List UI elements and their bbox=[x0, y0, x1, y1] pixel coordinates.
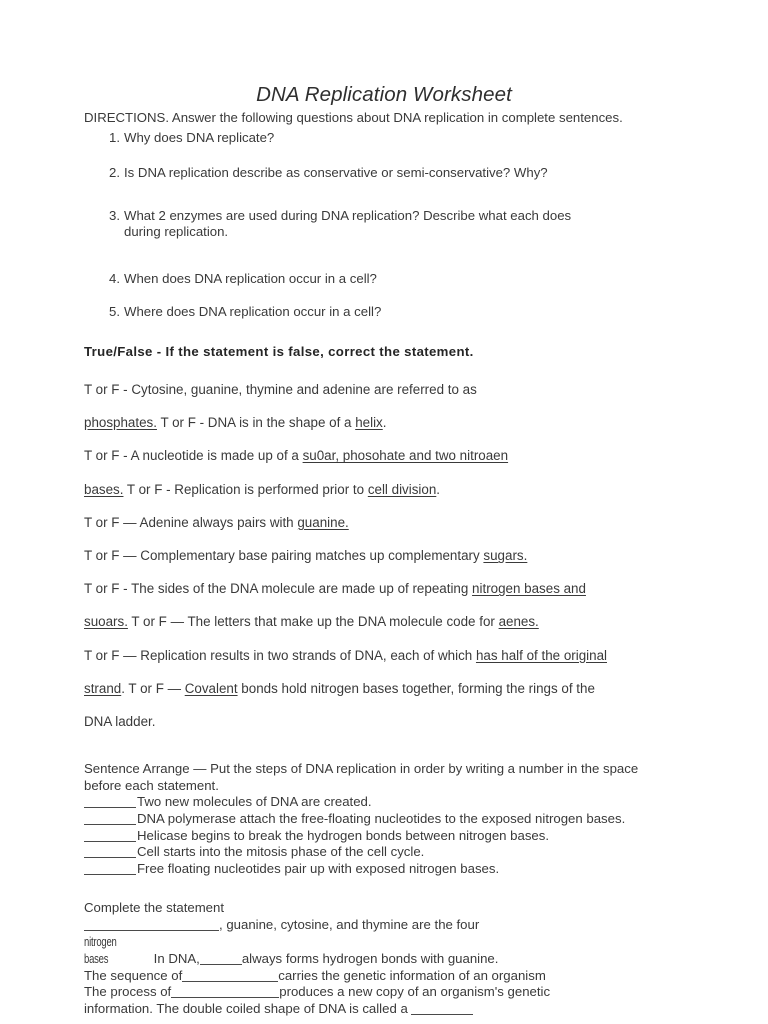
true-false-heading: True/False - If the statement is false, correct the statement. bbox=[84, 344, 474, 359]
question-item bbox=[124, 130, 708, 146]
complete-statement-text: In DNA, bbox=[150, 950, 200, 966]
tf-statement: T or F - A nucleotide is made up of a bbox=[84, 448, 303, 464]
question-text: Is DNA replication describe as conservative or semi-conservative? Why? bbox=[124, 165, 548, 180]
sentence-arrange-item bbox=[84, 828, 708, 845]
answer-blank[interactable] bbox=[411, 1014, 473, 1015]
sentence-arrange-section bbox=[84, 761, 708, 877]
sentence-arrange-item bbox=[84, 861, 708, 878]
squished-text-wrapper bbox=[84, 934, 150, 968]
tf-statement: bonds hold nitrogen bases together, forming the rings of the bbox=[237, 680, 595, 696]
question-text: Where does DNA replication occur in a cell? bbox=[124, 304, 382, 319]
tf-statement: . bbox=[436, 481, 441, 497]
answer-blank[interactable] bbox=[84, 807, 136, 808]
page-title: DNA Replication Worksheet bbox=[256, 83, 512, 106]
complete-statement-line bbox=[84, 934, 708, 968]
tf-underlined-answer: Covalent bbox=[184, 680, 238, 696]
sentence-arrange-item bbox=[84, 844, 708, 861]
tf-underlined-answer: the original bbox=[541, 647, 607, 663]
complete-statement-text: , guanine, cytosine, and thymine are the four bbox=[219, 917, 480, 933]
answer-blank[interactable] bbox=[182, 981, 278, 982]
tf-statement: T or F - Replication is performed prior to bbox=[123, 481, 368, 497]
tf-underlined-answer: phosphates. bbox=[84, 415, 157, 431]
complete-statement-text: information. The double coiled shape of DNA is called a bbox=[84, 1001, 412, 1017]
complete-statement-section bbox=[84, 900, 708, 1018]
complete-statement-line bbox=[84, 968, 708, 985]
tf-statement: . T or F — bbox=[121, 680, 185, 696]
question-item bbox=[124, 208, 708, 240]
tf-underlined-answer: guanine. bbox=[297, 514, 349, 530]
tf-underlined-answer: nitrogen bases and bbox=[472, 581, 586, 597]
tf-statement: T or F - DNA is in the shape of a bbox=[156, 415, 356, 431]
tf-statement: DNA ladder. bbox=[84, 714, 156, 730]
tf-statement: T or F — The letters that make up the DNA molecule code for bbox=[127, 614, 499, 630]
tf-underlined-answer: suoars. bbox=[84, 614, 128, 630]
question-item bbox=[124, 271, 708, 287]
sentence-arrange-item bbox=[84, 794, 708, 811]
complete-statement-line bbox=[84, 917, 708, 934]
sentence-arrange-intro-line1: Sentence Arrange — Put the steps of DNA replication in order by writing a number in the space bbox=[84, 761, 639, 777]
tf-underlined-answer: helix bbox=[355, 415, 383, 431]
tf-underlined-answer: bases. bbox=[84, 481, 124, 497]
sentence-arrange-item-text: DNA polymerase attach the free-floating nucleotides to the exposed nitrogen bases. bbox=[137, 811, 626, 827]
question-text: When does DNA replication occur in a cell? bbox=[124, 271, 377, 286]
answer-blank[interactable] bbox=[84, 857, 136, 858]
directions-text: DIRECTIONS. Answer the following questions about DNA replication in complete sentences. bbox=[84, 110, 623, 125]
complete-statement-title: Complete the statement bbox=[84, 900, 225, 916]
complete-statement-text: produces a new copy of an organism's genetic bbox=[279, 984, 551, 1000]
complete-statement-text: always forms hydrogen bonds with guanine. bbox=[241, 950, 499, 966]
complete-statement-text: carries the genetic information of an organism bbox=[278, 967, 546, 983]
true-false-statements bbox=[84, 373, 708, 738]
question-text: What 2 enzymes are used during DNA replication? Describe what each does bbox=[124, 208, 572, 223]
tf-statement: T or F — Adenine always pairs with bbox=[84, 514, 298, 530]
question-list bbox=[84, 130, 708, 320]
question-item bbox=[124, 165, 708, 181]
complete-statement-line bbox=[84, 1001, 708, 1018]
tf-statement: T or F - The sides of the DNA molecule are made up of repeating bbox=[84, 581, 473, 597]
document-body bbox=[84, 110, 708, 1018]
question-text-continued: during replication. bbox=[124, 224, 229, 239]
question-text: Why does DNA replicate? bbox=[124, 130, 275, 145]
tf-underlined-answer: cell division bbox=[367, 481, 437, 497]
tf-statement: T or F - Cytosine, guanine, thymine and adenine are referred to as bbox=[84, 382, 477, 397]
tf-underlined-answer: strand bbox=[84, 680, 122, 696]
sentence-arrange-item-text: Helicase begins to break the hydrogen bonds between nitrogen bases. bbox=[137, 827, 550, 843]
answer-blank[interactable] bbox=[84, 930, 219, 931]
complete-statement-text: The sequence of bbox=[84, 967, 183, 983]
tf-underlined-answer: has half of bbox=[475, 647, 542, 663]
sentence-arrange-item bbox=[84, 811, 708, 828]
tf-statement: . bbox=[382, 415, 387, 431]
sentence-arrange-item-text: Cell starts into the mitosis phase of the cell cycle. bbox=[137, 844, 425, 860]
question-item bbox=[124, 304, 708, 320]
sentence-arrange-intro-line2: before each statement. bbox=[84, 777, 219, 793]
tf-statement: T or F — Replication results in two strands of DNA, each of which bbox=[84, 647, 476, 663]
sentence-arrange-item-text: Two new molecules of DNA are created. bbox=[137, 794, 372, 810]
sentence-arrange-item-text: Free floating nucleotides pair up with exposed nitrogen bases. bbox=[137, 860, 500, 876]
answer-blank[interactable] bbox=[84, 841, 136, 842]
answer-blank[interactable] bbox=[84, 824, 136, 825]
answer-blank[interactable] bbox=[200, 964, 242, 965]
answer-blank[interactable] bbox=[84, 874, 136, 875]
complete-statement-text: The process of bbox=[84, 984, 172, 1000]
answer-blank[interactable] bbox=[171, 997, 279, 998]
complete-statement-text: nitrogen bases bbox=[84, 933, 117, 966]
tf-underlined-answer: aenes. bbox=[498, 614, 539, 630]
tf-underlined-answer: sugars. bbox=[483, 548, 528, 564]
tf-statement: T or F — Complementary base pairing matches up complementary bbox=[84, 548, 484, 564]
tf-underlined-answer: su0ar, phosohate and two nitroaen bbox=[302, 448, 509, 464]
complete-statement-line bbox=[84, 984, 708, 1001]
